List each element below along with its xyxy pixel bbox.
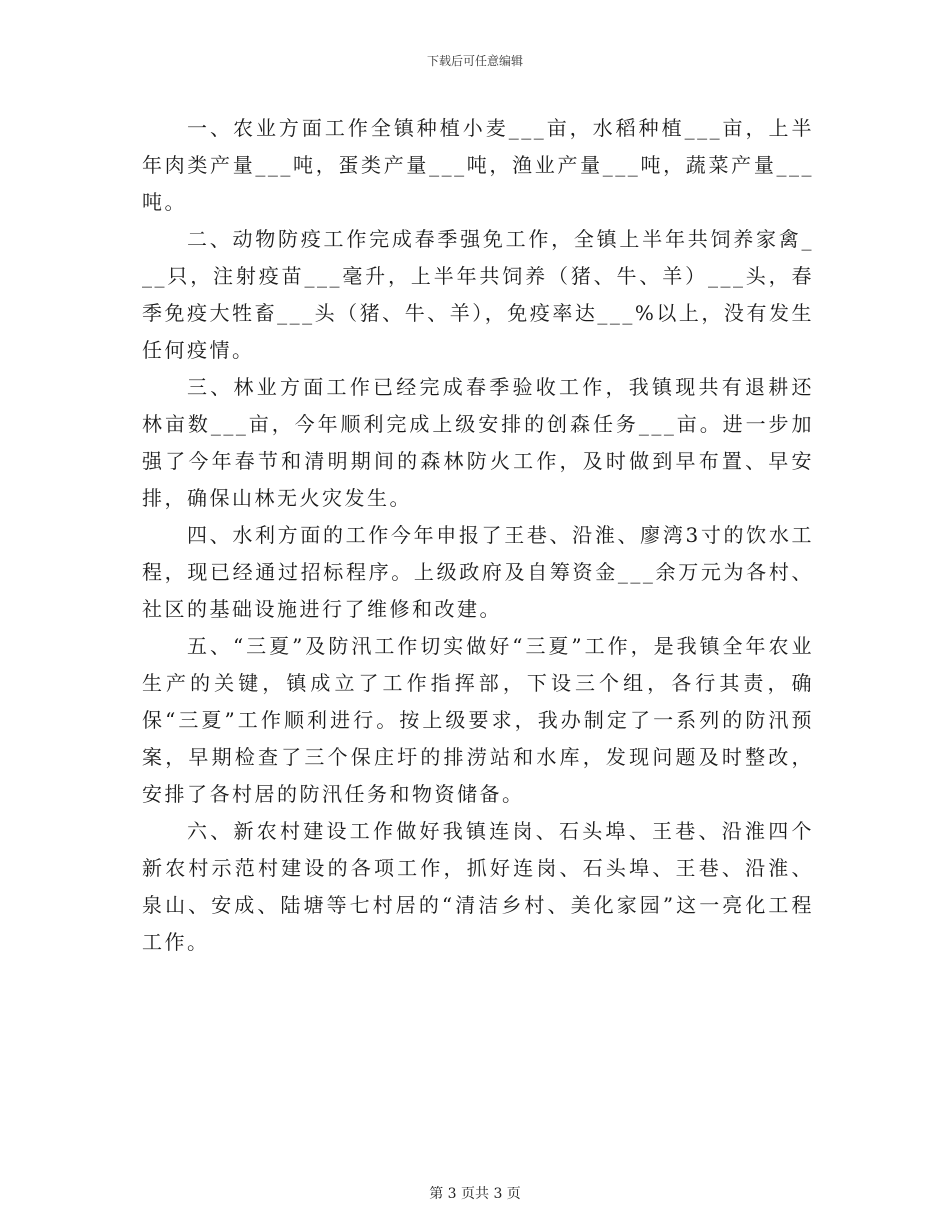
paragraph-agriculture: 一、农业方面工作全镇种植小麦___亩，水稻种植___亩，上半年肉类产量___吨，蛋类产量___吨，渔业产量___吨，蔬菜产量___吨。	[142, 116, 814, 214]
paragraph-forestry: 三、林业方面工作已经完成春季验收工作，我镇现共有退耕还林亩数___亩，今年顺利完成上级安排的创森任务___亩。进一步加强了今年春节和清明期间的森林防火工作，及时做到早布置、早安排，确保山林无火灾发生。	[142, 375, 814, 510]
paragraph-summer-flood-control: 五、“三夏”及防汛工作切实做好“三夏”工作，是我镇全年农业生产的关键，镇成立了工作指挥部，下设三个组，各行其责，确保“三夏”工作顺利进行。按上级要求，我办制定了一系列的防汛预案，早期检查了三个保庄圩的排涝站和水库，发现问题及时整改，安排了各村居的防汛任务和物资储备。	[142, 634, 814, 806]
paragraph-animal-epidemic: 二、动物防疫工作完成春季强免工作，全镇上半年共饲养家禽___只，注射疫苗___毫升，上半年共饲养（猪、牛、羊）___头，春季免疫大牲畜___头（猪、牛、羊），免疫率达___%以上，没有发生任何疫情。	[142, 227, 814, 362]
paragraph-water-conservancy: 四、水利方面的工作今年申报了王巷、沿淮、廖湾3寸的饮水工程，现已经通过招标程序。上级政府及自筹资金___余万元为各村、社区的基础设施进行了维修和改建。	[142, 523, 814, 621]
document-body	[142, 110, 814, 961]
page-header: 下载后可任意编辑	[426, 54, 523, 68]
page-number-footer: 第 3 页共 3 页	[429, 1186, 521, 1202]
paragraph-new-countryside: 六、新农村建设工作做好我镇连岗、石头埠、王巷、沿淮四个新农村示范村建设的各项工作，抓好连岗、石头埠、王巷、沿淮、泉山、安成、陆塘等七村居的“清洁乡村、美化家园”这一亮化工程工作。	[142, 819, 814, 954]
